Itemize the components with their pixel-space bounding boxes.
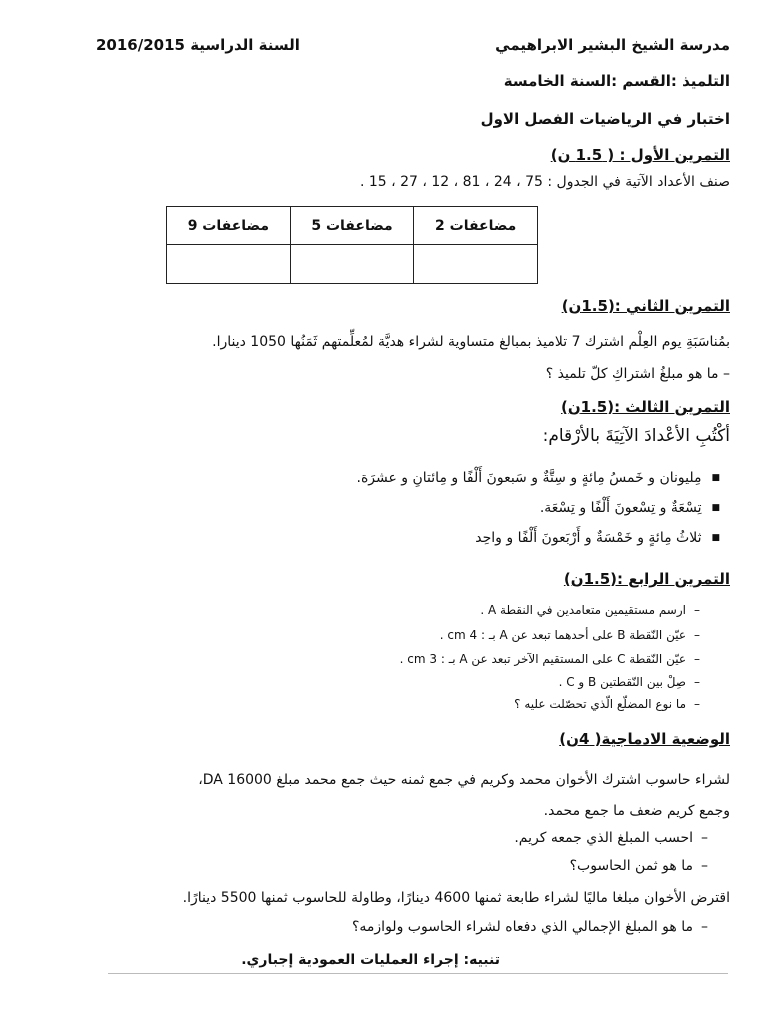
list-item: –عيّن النّقطة C على المستقيم الآخر تبعد عن A بـ : 3 cm . (399, 652, 700, 666)
exercise1-instruction: صنف الأعداد الآتية في الجدول : 75 ، 24 ، 81 ، 12 ، 27 ، 15 . (359, 174, 730, 190)
list-item: –ما نوع المضلّع الّذي تحصّلت عليه ؟ (514, 697, 700, 711)
exercise2-title: التمرين الثاني :(1.5ن) (561, 297, 730, 315)
student-line: التلميذ :القسم :السنة الخامسة (503, 72, 730, 90)
exercise1-title: التمرين الأول : ( 1.5 ن) (550, 146, 730, 164)
list-item: ■مِليونان و خَمسُ مِائةٍ و سِتَّةٌ و سَبعونَ أَلْفًا و مِائتانِ و عشرَة. (356, 470, 720, 486)
list-item: –عيّن النّقطة B على أحدهما تبعد عن A بـ : 4 cm . (439, 628, 700, 642)
exercise3-instruction: أكْتُبِ الأعْدادَ الآتِيَةَ بالأرْقام: (542, 426, 730, 446)
list-item: –ما هو ثمن الحاسوب؟ (569, 858, 708, 874)
integration-line1: لشراء حاسوب اشترك الأخوان محمد وكريم في جمع ثمنه حيث جمع محمد مبلغ 16000 DA، (198, 772, 730, 788)
table-header-row (167, 207, 538, 245)
integration-title: الوضعية الادماجية( 4ن) (559, 730, 730, 748)
list-item: –احسب المبلغ الذي جمعه كريم. (514, 830, 708, 846)
footer-divider (108, 973, 728, 974)
list-item: –صِلْ بين النّقطتين B و C . (558, 675, 700, 689)
list-item: ■ثلاثُ مِائةٍ و خَمْسَةٌ و أَرْبَعونَ أَلْفًا و واحِد (475, 530, 720, 546)
answer-cell[interactable] (290, 245, 414, 284)
exercise3-title: التمرين الثالث :(1.5ن) (560, 398, 730, 416)
table-header-cell: مضاعفات 5 (290, 207, 414, 245)
exam-title: اختبار في الرياضيات الفصل الاول (480, 110, 730, 128)
exercise2-question: – ما هو مبلغُ اشتراكِ كلّ تلميذ ؟ (545, 366, 730, 382)
integration-line2: وجمع كريم ضعف ما جمع محمد. (543, 803, 730, 819)
exercise4-title: التمرين الرابع :(1.5ن) (563, 570, 730, 588)
bullet-icon: ■ (711, 533, 720, 543)
answer-cell[interactable] (414, 245, 538, 284)
table-header-cell: مضاعفات 9 (167, 207, 291, 245)
school-year: السنة الدراسية 2016/2015 (96, 36, 300, 54)
list-item: –ارسم مستقيمين متعامدين في النقطة A . (480, 603, 700, 617)
table-header-cell: مضاعفات 2 (414, 207, 538, 245)
school-name: مدرسة الشيخ البشير الابراهيمي (495, 36, 730, 54)
answer-cell[interactable] (167, 245, 291, 284)
table-answer-row (167, 245, 538, 284)
bullet-icon: ■ (711, 473, 720, 483)
list-item: –ما هو المبلغ الإجمالي الذي دفعاه لشراء الحاسوب ولوازمه؟ (351, 919, 708, 935)
list-item: ■تِسْعَةٌ و تِسْعونَ أَلْفًا و تِسْعَة. (539, 500, 720, 516)
exercise2-line1: بمُناسَبَةِ يوم العِلْم اشترك 7 تلاميذ بمبالغ متساوية لشراء هديَّة لمُعلِّمتهم ثَمَنُها 1050 دينارا. (212, 334, 730, 350)
note: تنبيه: إجراء العمليات العمودية إجباري. (241, 952, 500, 968)
multiples-table (166, 206, 538, 284)
integration-line3: اقترض الأخوان مبلغا ماليًا لشراء طابعة ثمنها 4600 دينارًا، وطاولة للحاسوب ثمنها 5500 دينارًا. (182, 890, 730, 906)
bullet-icon: ■ (711, 503, 720, 513)
